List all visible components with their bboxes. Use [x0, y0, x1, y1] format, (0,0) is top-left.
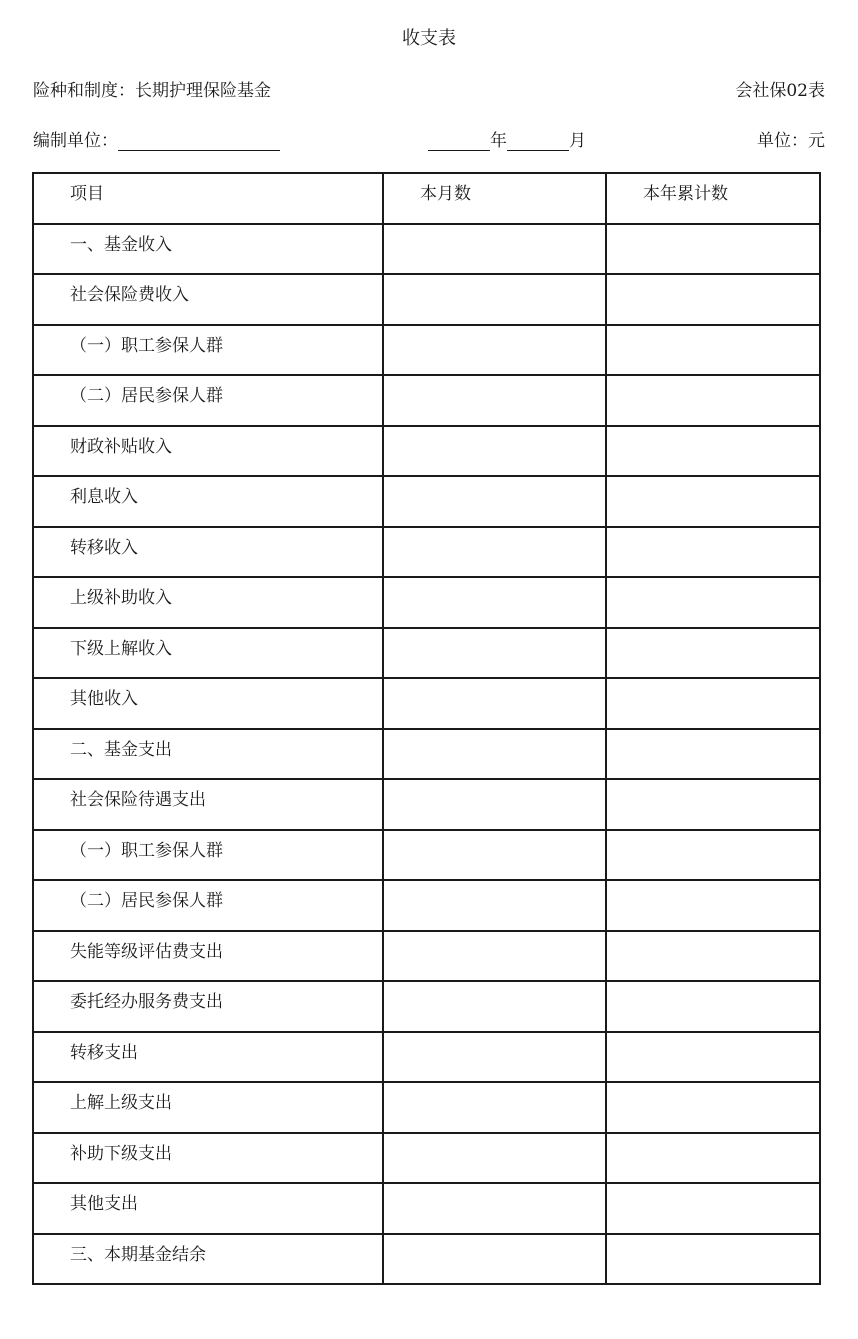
ytd-value-cell[interactable]	[606, 981, 820, 1032]
table-row	[33, 1082, 820, 1133]
ytd-value-cell[interactable]	[606, 678, 820, 729]
table-row	[33, 274, 820, 325]
ytd-value-cell[interactable]	[606, 274, 820, 325]
table-row	[33, 678, 820, 729]
month-value-cell[interactable]	[383, 931, 606, 982]
table-row	[33, 1234, 820, 1285]
table-header-row	[33, 173, 820, 224]
month-value-cell[interactable]	[383, 678, 606, 729]
item-cell: 上解上级支出	[33, 1082, 383, 1133]
insurance-type-label: 险种和制度：	[33, 81, 135, 101]
column-header-item: 项目	[33, 173, 383, 224]
ytd-value-cell[interactable]	[606, 1133, 820, 1184]
month-label: 月	[569, 131, 586, 151]
ytd-value-cell[interactable]	[606, 1183, 820, 1234]
month-value-cell[interactable]	[383, 1183, 606, 1234]
month-value-cell[interactable]	[383, 981, 606, 1032]
table-row	[33, 325, 820, 376]
item-cell: 失能等级评估费支出	[33, 931, 383, 982]
table-row	[33, 426, 820, 477]
ytd-value-cell[interactable]	[606, 527, 820, 578]
month-value-cell[interactable]	[383, 325, 606, 376]
month-value-cell[interactable]	[383, 1133, 606, 1184]
ytd-value-cell[interactable]	[606, 426, 820, 477]
month-field[interactable]	[507, 132, 569, 151]
item-cell: 补助下级支出	[33, 1133, 383, 1184]
ytd-value-cell[interactable]	[606, 729, 820, 780]
meta-row-insurance	[33, 76, 825, 100]
ytd-value-cell[interactable]	[606, 1234, 820, 1285]
ytd-value-cell[interactable]	[606, 577, 820, 628]
ytd-value-cell[interactable]	[606, 779, 820, 830]
table-row	[33, 476, 820, 527]
table-row	[33, 981, 820, 1032]
item-cell: 利息收入	[33, 476, 383, 527]
item-cell: 其他支出	[33, 1183, 383, 1234]
ytd-value-cell[interactable]	[606, 476, 820, 527]
meta-row-unit	[33, 126, 825, 150]
item-cell: （二）居民参保人群	[33, 880, 383, 931]
table-row	[33, 931, 820, 982]
year-field[interactable]	[428, 132, 490, 151]
item-cell: 三、本期基金结余	[33, 1234, 383, 1285]
table-row	[33, 1183, 820, 1234]
ytd-value-cell[interactable]	[606, 628, 820, 679]
month-value-cell[interactable]	[383, 1032, 606, 1083]
table-row	[33, 779, 820, 830]
item-cell: 转移收入	[33, 527, 383, 578]
item-cell: （一）职工参保人群	[33, 325, 383, 376]
month-value-cell[interactable]	[383, 880, 606, 931]
table-row	[33, 1133, 820, 1184]
ytd-value-cell[interactable]	[606, 224, 820, 275]
insurance-type	[33, 76, 271, 101]
month-value-cell[interactable]	[383, 1234, 606, 1285]
compiling-unit	[33, 126, 280, 151]
item-cell: 财政补贴收入	[33, 426, 383, 477]
table-row	[33, 1032, 820, 1083]
month-value-cell[interactable]	[383, 375, 606, 426]
month-value-cell[interactable]	[383, 577, 606, 628]
currency-unit: 单位：元	[757, 131, 825, 151]
month-value-cell[interactable]	[383, 426, 606, 477]
ytd-value-cell[interactable]	[606, 1032, 820, 1083]
table-row	[33, 527, 820, 578]
item-cell: 转移支出	[33, 1032, 383, 1083]
period	[428, 126, 586, 151]
page-title: 收支表	[402, 28, 456, 49]
item-cell: 社会保险费收入	[33, 274, 383, 325]
year-label: 年	[490, 131, 507, 151]
ytd-value-cell[interactable]	[606, 931, 820, 982]
table-row	[33, 375, 820, 426]
income-expense-table	[32, 172, 821, 1285]
insurance-type-value: 长期护理保险基金	[135, 81, 271, 101]
item-cell: （二）居民参保人群	[33, 375, 383, 426]
table-row	[33, 628, 820, 679]
table-row	[33, 577, 820, 628]
column-header-ytd: 本年累计数	[606, 173, 820, 224]
item-cell: 委托经办服务费支出	[33, 981, 383, 1032]
table-row	[33, 729, 820, 780]
ytd-value-cell[interactable]	[606, 830, 820, 881]
item-cell: 其他收入	[33, 678, 383, 729]
item-cell: （一）职工参保人群	[33, 830, 383, 881]
month-value-cell[interactable]	[383, 729, 606, 780]
month-value-cell[interactable]	[383, 527, 606, 578]
table-row	[33, 224, 820, 275]
table-row	[33, 830, 820, 881]
item-cell: 下级上解收入	[33, 628, 383, 679]
column-header-month: 本月数	[383, 173, 606, 224]
ytd-value-cell[interactable]	[606, 1082, 820, 1133]
compiling-unit-field[interactable]	[118, 132, 280, 151]
table-row	[33, 880, 820, 931]
item-cell: 上级补助收入	[33, 577, 383, 628]
month-value-cell[interactable]	[383, 476, 606, 527]
month-value-cell[interactable]	[383, 779, 606, 830]
form-code: 会社保02表	[735, 81, 825, 101]
ytd-value-cell[interactable]	[606, 325, 820, 376]
month-value-cell[interactable]	[383, 830, 606, 881]
item-cell: 二、基金支出	[33, 729, 383, 780]
item-cell: 一、基金收入	[33, 224, 383, 275]
ytd-value-cell[interactable]	[606, 880, 820, 931]
ytd-value-cell[interactable]	[606, 375, 820, 426]
month-value-cell[interactable]	[383, 274, 606, 325]
item-cell: 社会保险待遇支出	[33, 779, 383, 830]
month-value-cell[interactable]	[383, 628, 606, 679]
month-value-cell[interactable]	[383, 1082, 606, 1133]
month-value-cell[interactable]	[383, 224, 606, 275]
compiling-unit-label: 编制单位：	[33, 131, 118, 151]
